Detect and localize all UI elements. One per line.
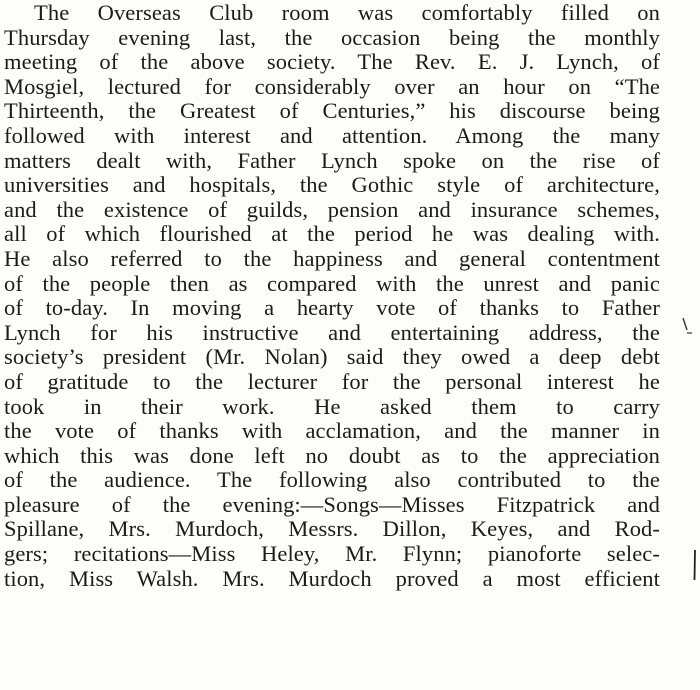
margin-tick-mark bbox=[681, 316, 693, 338]
article-line-14: Lynch for his instructive and entertaining address, the bbox=[4, 319, 660, 345]
article-line-11: He also referred to the happiness and general contentment bbox=[4, 245, 660, 271]
article-line-24: tion, Miss Walsh. Mrs. Murdoch proved a most efficient bbox=[4, 565, 660, 591]
article-line-9: and the existence of guilds, pension and insurance schemes, bbox=[4, 196, 660, 222]
margin-edge-mark bbox=[693, 548, 697, 582]
article-line-7: matters dealt with, Father Lynch spoke on the rise of bbox=[4, 147, 660, 173]
article-line-8: universities and hospitals, the Gothic style of architecture, bbox=[4, 172, 660, 198]
article-line-22: Spillane, Mrs. Murdoch, Messrs. Dillon, Keyes, and Rod- bbox=[4, 516, 660, 542]
article-line-15: society’s president (Mr. Nolan) said they owed a deep debt bbox=[4, 344, 660, 370]
article-line-12: of the people then as compared with the unrest and panic bbox=[4, 270, 660, 296]
article-line-21: pleasure of the evening:—Songs—Misses Fitzpatrick and bbox=[4, 491, 660, 517]
article-line-2: Thursday evening last, the occasion being the monthly bbox=[4, 24, 660, 50]
article-line-10: all of which flourished at the period he was dealing with. bbox=[4, 221, 660, 247]
article-line-18: the vote of thanks with acclamation, and the manner in bbox=[4, 418, 660, 444]
article-line-5: Thirteenth, the Greatest of Centuries,” his discourse being bbox=[4, 98, 660, 124]
article-line-19: which this was done left no doubt as to the appreciation bbox=[4, 442, 660, 468]
article-body bbox=[4, 1, 660, 591]
article-line-23: gers; recitations—Miss Heley, Mr. Flynn; pianoforte selec- bbox=[4, 541, 660, 567]
article-line-1: The Overseas Club room was comfortably filled on bbox=[34, 0, 660, 25]
article-line-17: took in their work. He asked them to carry bbox=[4, 393, 660, 419]
article-line-16: of gratitude to the lecturer for the personal interest he bbox=[4, 368, 660, 394]
article-line-13: of to-day. In moving a hearty vote of thanks to Father bbox=[4, 295, 660, 321]
article-line-4: Mosgiel, lectured for considerably over an hour on “The bbox=[4, 73, 660, 99]
article-line-20: of the audience. The following also contributed to the bbox=[4, 467, 660, 493]
article-line-3: meeting of the above society. The Rev. E. J. Lynch, of bbox=[4, 49, 660, 75]
article-line-6: followed with interest and attention. Among the many bbox=[4, 122, 660, 148]
